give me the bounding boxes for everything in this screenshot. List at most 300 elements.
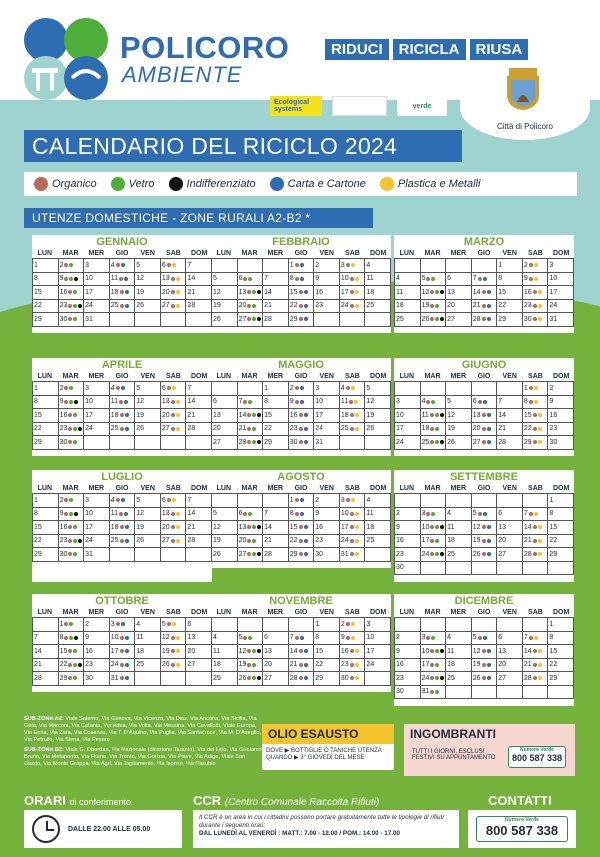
collection-dot-icon <box>73 427 77 431</box>
legend-item: Carta e Cartone <box>270 177 366 191</box>
day-cell <box>212 273 238 287</box>
day-number: 30 <box>59 550 68 558</box>
day-cell <box>314 396 340 410</box>
day-number: 1 <box>59 620 64 628</box>
day-number: 12 <box>213 523 221 531</box>
day-number: 6 <box>161 384 166 392</box>
weekday-header <box>394 372 574 381</box>
empty-cell <box>340 436 366 450</box>
day-number: 4 <box>340 384 345 392</box>
day-cell <box>314 521 340 535</box>
weekday-label: VEN <box>140 485 155 492</box>
day-number: 17 <box>340 523 349 531</box>
day-cell <box>135 259 161 273</box>
collection-dot-icon <box>426 400 430 404</box>
day-cell <box>59 632 85 646</box>
day-number: 26 <box>136 425 145 433</box>
weekday-label: MAR <box>62 485 79 492</box>
day-number: 20 <box>238 537 247 545</box>
day-number: 31 <box>110 674 119 682</box>
collection-dot-icon <box>68 317 72 321</box>
day-number: 25 <box>447 550 455 558</box>
day-number: 11 <box>110 398 118 406</box>
collection-dot-icon <box>351 386 355 390</box>
day-cell <box>314 548 340 562</box>
day-cell <box>110 273 136 287</box>
collection-dot-icon <box>346 263 350 267</box>
empty-cell <box>395 382 421 396</box>
collection-dot-icon <box>69 622 73 626</box>
day-number: 1 <box>34 496 38 504</box>
day-number: 17 <box>85 523 93 531</box>
day-cell <box>263 409 289 423</box>
day-number: 14 <box>187 275 196 283</box>
empty-cell <box>395 494 421 508</box>
empty-cell <box>395 259 421 273</box>
collection-dot-icon <box>68 649 72 653</box>
day-number: 24 <box>85 537 93 545</box>
day-cell <box>59 548 85 562</box>
empty-cell <box>135 672 161 686</box>
day-cell <box>548 659 574 673</box>
day-number: 19 <box>238 661 247 669</box>
collection-dot-icon <box>69 498 73 502</box>
empty-cell <box>523 686 549 700</box>
day-cell <box>523 521 549 535</box>
empty-cell <box>263 494 289 508</box>
day-cell <box>238 535 264 549</box>
month-calendar <box>394 470 574 582</box>
collection-dot-icon <box>125 525 129 529</box>
day-number: 11 <box>447 647 455 655</box>
day-cell <box>497 259 523 273</box>
weekday-label: MER <box>267 485 284 492</box>
day-cell <box>314 494 340 508</box>
day-number: 14 <box>289 647 298 655</box>
day-cell <box>523 273 549 287</box>
day-cell <box>135 409 161 423</box>
day-number: 23 <box>59 302 68 310</box>
collection-dot-icon <box>171 525 175 529</box>
weekday-label: VEN <box>319 250 334 257</box>
day-cell <box>84 535 110 549</box>
collection-dot-icon <box>74 636 78 640</box>
brand-title: POLICORO <box>120 30 290 65</box>
collection-dot-icon <box>124 512 128 516</box>
collection-dot-icon <box>529 400 533 404</box>
day-number: 24 <box>85 425 93 433</box>
day-number: 16 <box>396 537 404 545</box>
day-cell <box>289 273 315 287</box>
collection-dot-icon <box>295 277 299 281</box>
day-cell <box>186 382 212 396</box>
day-cell <box>548 618 574 632</box>
day-number: 23 <box>340 661 349 669</box>
day-number: 16 <box>315 288 324 296</box>
collection-dot-icon <box>78 427 82 431</box>
day-number: 13 <box>187 634 196 642</box>
weekday-label: MER <box>450 485 467 492</box>
day-number: 23 <box>396 674 404 682</box>
day-number: 7 <box>264 510 269 518</box>
day-cell <box>84 645 110 659</box>
empty-cell <box>472 494 498 508</box>
day-cell <box>186 494 212 508</box>
day-cell <box>84 632 110 646</box>
empty-cell <box>110 313 136 327</box>
weekday-label: GIO <box>294 485 308 492</box>
city-name: Città di Policoro <box>496 122 554 131</box>
month-name: GIUGNO <box>461 359 507 371</box>
collection-dot-icon <box>257 440 261 444</box>
collection-dot-icon <box>426 636 430 640</box>
collection-dot-icon <box>534 277 538 281</box>
ccr-box <box>193 810 459 848</box>
day-number: 24 <box>421 674 430 682</box>
day-number: 28 <box>264 315 272 323</box>
day-cell <box>446 645 472 659</box>
day-cell <box>314 672 340 686</box>
collection-dot-icon <box>435 690 439 694</box>
day-number: 25 <box>447 674 455 682</box>
policoro-ambiente-logo <box>22 16 112 102</box>
day-cell <box>421 300 447 314</box>
day-number: 1 <box>264 384 269 392</box>
collection-dot-icon <box>64 400 68 404</box>
day-number: 29 <box>289 315 298 323</box>
contatti-heading: CONTATTI <box>488 793 552 808</box>
day-number: 10 <box>421 647 430 655</box>
day-cell <box>340 632 366 646</box>
day-number: 3 <box>421 510 426 518</box>
day-number: 21 <box>238 425 247 433</box>
day-number: 12 <box>136 398 145 406</box>
collection-dot-icon <box>304 304 308 308</box>
ccr-text: Il CCR è un area in cui i cittadini possono portare gratuitamente tutte le tipologie di rifiuti durante i seguenti orari: <box>199 814 444 829</box>
month-calendar <box>394 235 574 333</box>
day-number: 25 <box>366 302 375 310</box>
collection-dot-icon <box>440 317 444 321</box>
weekday-header <box>32 249 212 258</box>
day-cell <box>186 423 212 437</box>
collection-dot-icon <box>295 386 299 390</box>
day-cell <box>186 259 212 273</box>
collection-dot-icon <box>534 512 538 516</box>
day-number: 10 <box>85 398 93 406</box>
collection-dot-icon <box>73 539 77 543</box>
day-number: 23 <box>396 550 404 558</box>
day-cell <box>33 273 59 287</box>
day-cell <box>314 508 340 522</box>
day-cell <box>395 423 421 437</box>
collection-dot-icon <box>350 304 354 308</box>
collection-dot-icon <box>350 277 354 281</box>
weekday-label: MAR <box>241 250 258 257</box>
legend-item: Vetro <box>111 177 155 191</box>
day-cell <box>84 423 110 437</box>
collection-dot-icon <box>78 663 82 667</box>
day-cell <box>33 535 59 549</box>
collection-dot-icon <box>257 317 261 321</box>
collection-dot-icon <box>247 290 251 294</box>
collection-dot-icon <box>435 427 439 431</box>
collection-dot-icon <box>533 663 537 667</box>
collection-dot-icon <box>534 263 538 267</box>
collection-dot-icon <box>119 512 123 516</box>
day-cell <box>472 423 498 437</box>
day-number: 7 <box>264 275 269 283</box>
day-cell <box>59 286 85 300</box>
day-number: 16 <box>549 411 558 419</box>
day-cell <box>395 300 421 314</box>
day-number: 5 <box>136 384 141 392</box>
day-cell <box>161 535 187 549</box>
day-number: 2 <box>59 261 64 269</box>
collection-dot-icon <box>73 290 77 294</box>
collection-dot-icon <box>304 525 308 529</box>
day-cell <box>161 423 187 437</box>
weekday-label: SAB <box>528 609 543 616</box>
day-cell <box>472 396 498 410</box>
day-cell <box>84 521 110 535</box>
weekday-label: SAB <box>166 485 181 492</box>
day-cell <box>523 409 549 423</box>
contatti-box <box>468 810 576 848</box>
day-number: 14 <box>187 398 196 406</box>
collection-dot-icon <box>74 512 78 516</box>
collection-dot-icon <box>483 636 487 640</box>
day-cell <box>314 423 340 437</box>
day-cell <box>340 508 366 522</box>
verde-logo: verde <box>397 96 447 116</box>
day-number: 30 <box>59 438 68 446</box>
weekday-label: MER <box>88 373 105 380</box>
day-cell <box>212 632 238 646</box>
collection-dot-icon <box>355 552 359 556</box>
day-number: 8 <box>289 510 294 518</box>
day-number: 23 <box>59 425 68 433</box>
day-number: 3 <box>366 620 371 628</box>
day-number: 25 <box>213 674 221 682</box>
day-cell <box>548 300 574 314</box>
day-cell <box>314 286 340 300</box>
day-cell <box>33 659 59 673</box>
weekday-label: VEN <box>502 609 517 616</box>
day-number: 22 <box>289 302 298 310</box>
day-cell <box>33 672 59 686</box>
day-number: 7 <box>289 634 294 642</box>
collection-dot-icon <box>257 552 261 556</box>
weekday-label: GIO <box>477 373 491 380</box>
day-number: 20 <box>161 288 170 296</box>
collection-dot-icon <box>64 636 68 640</box>
day-number: 26 <box>472 674 481 682</box>
day-cell <box>135 508 161 522</box>
day-number: 16 <box>59 411 68 419</box>
ecological-systems-logo: Ecological systems <box>270 96 322 116</box>
empty-cell <box>523 562 549 576</box>
collection-dot-icon <box>68 427 72 431</box>
day-cell <box>421 396 447 410</box>
day-number: 23 <box>289 425 298 433</box>
day-number: 12 <box>447 411 455 419</box>
day-cell <box>289 423 315 437</box>
weekday-label: LUN <box>37 250 53 257</box>
weekday-label: LUN <box>216 609 232 616</box>
day-number: 3 <box>110 620 115 628</box>
weekday-label: GIO <box>294 250 308 257</box>
collection-dot-icon <box>487 440 491 444</box>
day-cell <box>548 645 574 659</box>
day-cell <box>212 409 238 423</box>
collection-dot-icon <box>430 690 434 694</box>
collection-dot-icon <box>529 277 533 281</box>
day-number: 10 <box>340 510 349 518</box>
day-number: 22 <box>34 425 42 433</box>
collection-dot-icon <box>64 512 68 516</box>
day-number: 28 <box>498 438 507 446</box>
collection-dot-icon <box>487 539 491 543</box>
ingombranti-title: INGOMBRANTI <box>410 727 496 741</box>
collection-dot-icon <box>120 304 124 308</box>
day-cell <box>395 273 421 287</box>
day-cell <box>446 436 472 450</box>
collection-dot-icon <box>124 400 128 404</box>
day-cell <box>212 423 238 437</box>
day-cell <box>314 382 340 396</box>
day-cell <box>340 618 366 632</box>
day-number: 27 <box>238 550 247 558</box>
weekday-label: LUN <box>399 250 415 257</box>
collection-dot-icon <box>64 498 68 502</box>
day-cell <box>212 548 238 562</box>
collection-dot-icon <box>478 400 482 404</box>
weekday-label: LUN <box>37 609 53 616</box>
collection-dot-icon <box>482 525 486 529</box>
collection-dot-icon <box>482 649 486 653</box>
day-number: 15 <box>523 411 532 419</box>
day-number: 8 <box>34 398 38 406</box>
day-cell <box>314 632 340 646</box>
day-number: 17 <box>421 537 430 545</box>
slogan-word: RIUSA <box>470 39 529 60</box>
collection-dot-icon <box>247 413 251 417</box>
day-cell <box>110 409 136 423</box>
day-cell <box>395 548 421 562</box>
collection-dot-icon <box>119 400 123 404</box>
day-cell <box>33 494 59 508</box>
empty-cell <box>186 548 212 562</box>
day-cell <box>421 659 447 673</box>
day-number: 1 <box>34 384 38 392</box>
collection-dot-icon <box>252 525 256 529</box>
month-grid <box>394 381 574 450</box>
day-number: 1 <box>289 496 294 504</box>
day-cell <box>161 259 187 273</box>
collection-dot-icon <box>529 512 533 516</box>
day-cell <box>238 521 264 535</box>
collection-dot-icon <box>478 277 482 281</box>
day-cell <box>497 423 523 437</box>
collection-dot-icon <box>176 539 180 543</box>
day-number: 19 <box>472 661 481 669</box>
collection-dot-icon <box>351 498 355 502</box>
olio-esausto-box <box>262 724 394 770</box>
collection-dot-icon <box>482 676 486 680</box>
day-number: 26 <box>238 674 247 682</box>
day-number: 14 <box>523 523 532 531</box>
day-cell <box>263 436 289 450</box>
collection-dot-icon <box>346 386 350 390</box>
collection-dot-icon <box>529 386 533 390</box>
orari-text: DALLE 22.00 ALLE 05.00 <box>68 825 151 833</box>
empty-cell <box>523 494 549 508</box>
day-cell <box>548 494 574 508</box>
day-number: 11 <box>340 398 349 406</box>
day-cell <box>497 273 523 287</box>
collection-dot-icon <box>483 277 487 281</box>
day-number: 31 <box>421 688 430 696</box>
day-cell <box>110 508 136 522</box>
day-cell <box>314 259 340 273</box>
collection-dot-icon <box>304 676 308 680</box>
day-number: 17 <box>340 288 349 296</box>
day-number: 2 <box>549 384 554 392</box>
day-cell <box>472 535 498 549</box>
collection-dot-icon <box>73 304 77 308</box>
collection-dot-icon <box>120 663 124 667</box>
day-number: 29 <box>289 550 298 558</box>
empty-cell <box>548 686 574 700</box>
day-cell <box>161 632 187 646</box>
day-number: 19 <box>447 425 455 433</box>
day-cell <box>135 659 161 673</box>
day-number: 28 <box>187 425 196 433</box>
day-number: 9 <box>315 510 320 518</box>
day-number: 3 <box>85 496 90 504</box>
day-number: 12 <box>472 523 481 531</box>
day-cell <box>84 548 110 562</box>
collection-dot-icon <box>533 413 537 417</box>
day-cell <box>263 508 289 522</box>
collection-dot-icon <box>534 400 538 404</box>
collection-dot-icon <box>73 676 77 680</box>
empty-cell <box>472 686 498 700</box>
day-number: 22 <box>34 537 42 545</box>
collection-dot-icon <box>483 400 487 404</box>
day-cell <box>135 535 161 549</box>
day-number: 19 <box>213 302 221 310</box>
day-cell <box>340 535 366 549</box>
day-number: 17 <box>315 411 324 419</box>
collection-dot-icon <box>247 649 251 653</box>
month-grid <box>211 381 391 450</box>
day-cell <box>238 273 264 287</box>
weekday-label: DOM <box>369 609 387 616</box>
month-grid <box>32 258 212 327</box>
collection-dot-icon <box>124 277 128 281</box>
collection-dot-icon <box>125 413 129 417</box>
collection-dot-icon <box>171 663 175 667</box>
collection-dot-icon <box>68 413 72 417</box>
day-number: 10 <box>315 398 324 406</box>
day-cell <box>161 494 187 508</box>
day-cell <box>340 382 366 396</box>
day-number: 3 <box>421 634 426 642</box>
day-cell <box>110 672 136 686</box>
day-cell <box>472 632 498 646</box>
collection-dot-icon <box>482 290 486 294</box>
